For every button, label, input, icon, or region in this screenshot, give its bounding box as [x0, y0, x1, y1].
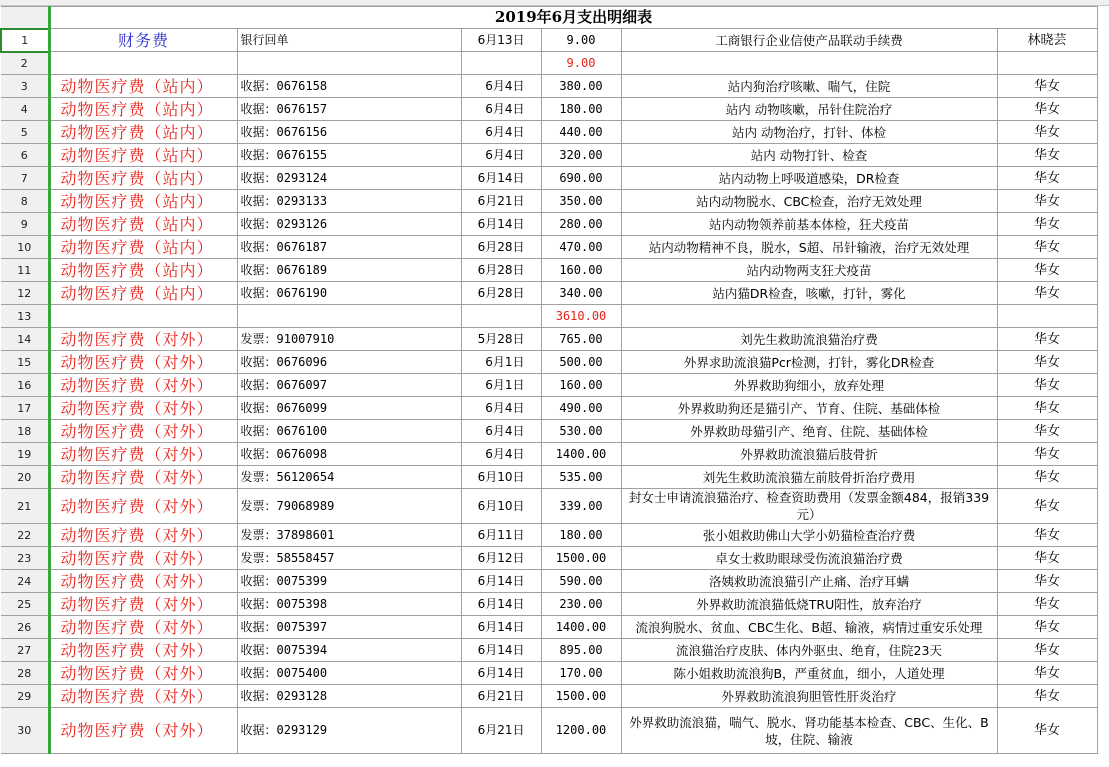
description-cell[interactable]: 外界救助母猫引产、绝育、住院、基础体检 [621, 420, 997, 443]
category-cell[interactable]: 动物医疗费（对外） [49, 328, 237, 351]
description-cell[interactable]: 站内动物领养前基本体检，狂犬疫苗 [621, 213, 997, 236]
description-cell[interactable]: 站内动物两支狂犬疫苗 [621, 259, 997, 282]
amount-cell[interactable]: 170.00 [541, 662, 621, 685]
handler-cell[interactable]: 华女 [997, 236, 1097, 259]
handler-cell[interactable]: 华女 [997, 662, 1097, 685]
date-cell[interactable]: 6月28日 [461, 236, 541, 259]
description-cell[interactable]: 站内 动物打针、检查 [621, 144, 997, 167]
row-number[interactable]: 9 [1, 213, 49, 236]
handler-cell[interactable]: 华女 [997, 639, 1097, 662]
handler-cell[interactable]: 华女 [997, 121, 1097, 144]
table-row [1, 593, 1097, 616]
receipt-cell[interactable]: 收据：0293129 [237, 708, 461, 754]
row-number[interactable]: 10 [1, 236, 49, 259]
row-number[interactable]: 6 [1, 144, 49, 167]
date-cell[interactable]: 6月13日 [461, 29, 541, 52]
row-number[interactable]: 23 [1, 547, 49, 570]
amount-cell[interactable]: 280.00 [541, 213, 621, 236]
handler-cell[interactable]: 林晓芸 [997, 29, 1097, 52]
category-cell[interactable]: 动物医疗费（对外） [49, 708, 237, 754]
receipt-cell[interactable]: 收据：0676097 [237, 374, 461, 397]
amount-cell[interactable]: 230.00 [541, 593, 621, 616]
row-number[interactable]: 30 [1, 708, 49, 754]
category-cell[interactable]: 动物医疗费（对外） [49, 547, 237, 570]
date-cell[interactable]: 6月12日 [461, 547, 541, 570]
description-cell[interactable]: 站内猫DR检查，咳嗽，打针，雾化 [621, 282, 997, 305]
category-cell[interactable]: 动物医疗费（对外） [49, 489, 237, 524]
table-row [1, 98, 1097, 121]
description-cell[interactable]: 站内 动物咳嗽，吊针住院治疗 [621, 98, 997, 121]
handler-cell[interactable] [997, 52, 1097, 75]
category-cell[interactable]: 动物医疗费（对外） [49, 570, 237, 593]
category-cell[interactable]: 动物医疗费（对外） [49, 685, 237, 708]
category-cell[interactable]: 动物医疗费（站内） [49, 282, 237, 305]
row-number[interactable]: 16 [1, 374, 49, 397]
handler-cell[interactable]: 华女 [997, 524, 1097, 547]
date-cell[interactable] [461, 52, 541, 75]
amount-cell[interactable]: 895.00 [541, 639, 621, 662]
description-cell[interactable]: 流浪猫治疗皮肤、体内外驱虫、绝育，住院23天 [621, 639, 997, 662]
row-number[interactable]: 4 [1, 98, 49, 121]
date-cell[interactable]: 6月14日 [461, 662, 541, 685]
description-cell[interactable]: 外界救助流浪猫后肢骨折 [621, 443, 997, 466]
amount-cell[interactable]: 1500.00 [541, 547, 621, 570]
description-cell[interactable]: 张小姐救助佛山大学小奶猫检查治疗费 [621, 524, 997, 547]
category-cell[interactable]: 动物医疗费（对外） [49, 639, 237, 662]
date-cell[interactable]: 6月14日 [461, 639, 541, 662]
amount-cell[interactable]: 470.00 [541, 236, 621, 259]
row-number[interactable]: 7 [1, 167, 49, 190]
date-cell[interactable]: 5月28日 [461, 328, 541, 351]
handler-cell[interactable]: 华女 [997, 144, 1097, 167]
receipt-cell[interactable] [237, 305, 461, 328]
date-cell[interactable]: 6月4日 [461, 443, 541, 466]
receipt-cell[interactable]: 收据：0676158 [237, 75, 461, 98]
description-cell[interactable]: 外界求助流浪猫Pcr检测，打针，雾化DR检查 [621, 351, 997, 374]
amount-cell[interactable]: 1400.00 [541, 616, 621, 639]
date-cell[interactable]: 6月14日 [461, 570, 541, 593]
receipt-cell[interactable]: 收据：0676100 [237, 420, 461, 443]
receipt-cell[interactable]: 收据：0075400 [237, 662, 461, 685]
table-row [1, 328, 1097, 351]
date-cell[interactable]: 6月10日 [461, 466, 541, 489]
handler-cell[interactable]: 华女 [997, 420, 1097, 443]
subtotal-cell[interactable]: 3610.00 [541, 305, 621, 328]
row-number[interactable]: 15 [1, 351, 49, 374]
date-cell[interactable]: 6月21日 [461, 685, 541, 708]
row-number[interactable]: 25 [1, 593, 49, 616]
date-cell[interactable]: 6月4日 [461, 75, 541, 98]
description-cell[interactable]: 站内 动物治疗，打针、体检 [621, 121, 997, 144]
amount-cell[interactable]: 690.00 [541, 167, 621, 190]
table-row [1, 167, 1097, 190]
receipt-cell[interactable]: 收据：0676189 [237, 259, 461, 282]
category-cell[interactable]: 动物医疗费（站内） [49, 259, 237, 282]
table-row [1, 524, 1097, 547]
receipt-cell[interactable]: 收据：0293133 [237, 190, 461, 213]
amount-cell[interactable]: 9.00 [541, 29, 621, 52]
category-cell[interactable]: 动物医疗费（对外） [49, 593, 237, 616]
receipt-cell[interactable]: 收据：0676098 [237, 443, 461, 466]
amount-cell[interactable]: 1500.00 [541, 685, 621, 708]
category-cell[interactable] [49, 52, 237, 75]
row-number[interactable]: 24 [1, 570, 49, 593]
table-row [1, 616, 1097, 639]
description-cell[interactable]: 外界救助流浪猫低烧TRU阳性，放弃治疗 [621, 593, 997, 616]
date-cell[interactable]: 6月14日 [461, 616, 541, 639]
amount-cell[interactable]: 180.00 [541, 524, 621, 547]
description-cell[interactable] [621, 52, 997, 75]
description-cell[interactable]: 工商银行企业信使产品联动手续费 [621, 29, 997, 52]
expense-sheet [0, 6, 1098, 754]
row-number[interactable]: 20 [1, 466, 49, 489]
handler-cell[interactable]: 华女 [997, 98, 1097, 121]
category-cell[interactable]: 动物医疗费（对外） [49, 662, 237, 685]
receipt-cell[interactable]: 银行回单 [237, 29, 461, 52]
handler-cell[interactable]: 华女 [997, 190, 1097, 213]
category-cell[interactable]: 动物医疗费（站内） [49, 167, 237, 190]
receipt-cell[interactable]: 收据：0676187 [237, 236, 461, 259]
receipt-cell[interactable]: 收据：0676096 [237, 351, 461, 374]
category-cell[interactable]: 动物医疗费（对外） [49, 351, 237, 374]
description-cell[interactable]: 外界救助流浪狗胆管性肝炎治疗 [621, 685, 997, 708]
sheet-title[interactable]: 2019年6月支出明细表 [49, 7, 1097, 29]
handler-cell[interactable]: 华女 [997, 685, 1097, 708]
description-cell[interactable]: 刘先生救助流浪猫左前肢骨折治疗费用 [621, 466, 997, 489]
table-row [1, 144, 1097, 167]
category-cell[interactable]: 动物医疗费（对外） [49, 397, 237, 420]
category-cell[interactable]: 动物医疗费（站内） [49, 236, 237, 259]
date-cell[interactable]: 6月4日 [461, 420, 541, 443]
date-cell[interactable]: 6月4日 [461, 144, 541, 167]
handler-cell[interactable]: 华女 [997, 167, 1097, 190]
description-cell[interactable]: 外界救助流浪猫，喘气、脱水、肾功能基本检查、CBC、生化、B坡，住院、输液 [621, 708, 997, 754]
row-number[interactable]: 3 [1, 75, 49, 98]
receipt-cell[interactable]: 发票：37898601 [237, 524, 461, 547]
amount-cell[interactable]: 380.00 [541, 75, 621, 98]
table-row [1, 213, 1097, 236]
row-number[interactable]: 19 [1, 443, 49, 466]
handler-cell[interactable] [997, 305, 1097, 328]
row-number[interactable]: 22 [1, 524, 49, 547]
description-cell[interactable]: 卓女士救助眼球受伤流浪猫治疗费 [621, 547, 997, 570]
category-cell[interactable]: 动物医疗费（站内） [49, 190, 237, 213]
table-row [1, 351, 1097, 374]
table-row [1, 708, 1097, 754]
amount-cell[interactable]: 339.00 [541, 489, 621, 524]
date-cell[interactable]: 6月4日 [461, 121, 541, 144]
date-cell[interactable]: 6月10日 [461, 489, 541, 524]
category-cell[interactable]: 动物医疗费（对外） [49, 466, 237, 489]
category-cell[interactable]: 动物医疗费（对外） [49, 616, 237, 639]
sheet-body [1, 7, 1097, 754]
category-cell[interactable]: 动物医疗费（对外） [49, 420, 237, 443]
date-cell[interactable]: 6月14日 [461, 213, 541, 236]
date-cell[interactable]: 6月1日 [461, 374, 541, 397]
description-cell[interactable]: 外界救助狗细小，放弃处理 [621, 374, 997, 397]
table-row [1, 374, 1097, 397]
amount-cell[interactable]: 340.00 [541, 282, 621, 305]
handler-cell[interactable]: 华女 [997, 351, 1097, 374]
table-row [1, 420, 1097, 443]
table-row [1, 662, 1097, 685]
table-row [1, 282, 1097, 305]
receipt-cell[interactable]: 发票：91007910 [237, 328, 461, 351]
row-header-title[interactable] [1, 7, 49, 29]
row-number[interactable]: 21 [1, 489, 49, 524]
table-row [1, 466, 1097, 489]
date-cell[interactable]: 6月28日 [461, 259, 541, 282]
table-row [1, 236, 1097, 259]
category-cell[interactable]: 动物医疗费（对外） [49, 524, 237, 547]
date-cell[interactable]: 6月11日 [461, 524, 541, 547]
table-row [1, 397, 1097, 420]
handler-cell[interactable]: 华女 [997, 489, 1097, 524]
date-cell[interactable]: 6月21日 [461, 708, 541, 754]
amount-cell[interactable]: 180.00 [541, 98, 621, 121]
date-cell[interactable]: 6月1日 [461, 351, 541, 374]
table-row [1, 570, 1097, 593]
amount-cell[interactable]: 440.00 [541, 121, 621, 144]
receipt-cell[interactable]: 收据：0075399 [237, 570, 461, 593]
table-row [1, 639, 1097, 662]
amount-cell[interactable]: 1400.00 [541, 443, 621, 466]
handler-cell[interactable]: 华女 [997, 374, 1097, 397]
amount-cell[interactable]: 765.00 [541, 328, 621, 351]
row-number[interactable]: 5 [1, 121, 49, 144]
receipt-cell[interactable]: 收据：0676155 [237, 144, 461, 167]
row-number[interactable]: 28 [1, 662, 49, 685]
amount-cell[interactable]: 350.00 [541, 190, 621, 213]
table-row [1, 489, 1097, 524]
receipt-cell[interactable]: 收据：0676099 [237, 397, 461, 420]
date-cell[interactable]: 6月28日 [461, 282, 541, 305]
amount-cell[interactable]: 160.00 [541, 259, 621, 282]
handler-cell[interactable]: 华女 [997, 282, 1097, 305]
row-number[interactable]: 27 [1, 639, 49, 662]
row-number[interactable]: 17 [1, 397, 49, 420]
category-cell[interactable]: 动物医疗费（对外） [49, 374, 237, 397]
date-cell[interactable]: 6月21日 [461, 190, 541, 213]
handler-cell[interactable]: 华女 [997, 397, 1097, 420]
category-cell[interactable] [49, 305, 237, 328]
row-number[interactable]: 12 [1, 282, 49, 305]
receipt-cell[interactable]: 收据：0293126 [237, 213, 461, 236]
receipt-cell[interactable]: 收据：0676157 [237, 98, 461, 121]
row-number[interactable]: 1 [1, 29, 49, 52]
date-cell[interactable] [461, 305, 541, 328]
receipt-cell[interactable]: 收据：0676190 [237, 282, 461, 305]
category-cell[interactable]: 动物医疗费（站内） [49, 213, 237, 236]
amount-cell[interactable]: 500.00 [541, 351, 621, 374]
description-cell[interactable]: 流浪狗脱水、贫血、CBC生化、B超、输液，病情过重安乐处理 [621, 616, 997, 639]
category-cell[interactable]: 财务费 [49, 29, 237, 52]
date-cell[interactable]: 6月4日 [461, 397, 541, 420]
table-row [1, 305, 1097, 328]
description-cell[interactable]: 封女士申请流浪猫治疗、检查资助费用（发票金额484，报销339元） [621, 489, 997, 524]
table-row [1, 190, 1097, 213]
table-row [1, 259, 1097, 282]
receipt-cell[interactable]: 收据：0075397 [237, 616, 461, 639]
subtotal-cell[interactable]: 9.00 [541, 52, 621, 75]
table-row [1, 75, 1097, 98]
description-cell[interactable]: 刘先生救助流浪猫治疗费 [621, 328, 997, 351]
handler-cell[interactable]: 华女 [997, 708, 1097, 754]
table-row [1, 685, 1097, 708]
date-cell[interactable]: 6月14日 [461, 167, 541, 190]
handler-cell[interactable]: 华女 [997, 75, 1097, 98]
amount-cell[interactable]: 1200.00 [541, 708, 621, 754]
category-cell[interactable]: 动物医疗费（站内） [49, 75, 237, 98]
handler-cell[interactable]: 华女 [997, 570, 1097, 593]
description-cell[interactable]: 洛姨救助流浪猫引产止痛、治疗耳螨 [621, 570, 997, 593]
description-cell[interactable]: 站内动物上呼吸道感染，DR检查 [621, 167, 997, 190]
handler-cell[interactable]: 华女 [997, 328, 1097, 351]
receipt-cell[interactable]: 收据：0075398 [237, 593, 461, 616]
receipt-cell[interactable]: 发票：79068989 [237, 489, 461, 524]
row-number[interactable]: 14 [1, 328, 49, 351]
handler-cell[interactable]: 华女 [997, 443, 1097, 466]
table-row [1, 52, 1097, 75]
table-row [1, 547, 1097, 570]
amount-cell[interactable]: 490.00 [541, 397, 621, 420]
table-row [1, 29, 1097, 52]
amount-cell[interactable]: 530.00 [541, 420, 621, 443]
receipt-cell[interactable]: 收据：0293124 [237, 167, 461, 190]
handler-cell[interactable]: 华女 [997, 547, 1097, 570]
row-number[interactable]: 8 [1, 190, 49, 213]
receipt-cell[interactable]: 发票：56120654 [237, 466, 461, 489]
category-cell[interactable]: 动物医疗费（站内） [49, 98, 237, 121]
row-number[interactable]: 18 [1, 420, 49, 443]
handler-cell[interactable]: 华女 [997, 593, 1097, 616]
description-cell[interactable] [621, 305, 997, 328]
date-cell[interactable]: 6月14日 [461, 593, 541, 616]
description-cell[interactable]: 外界救助狗还是猫引产、节育、住院、基础体检 [621, 397, 997, 420]
date-cell[interactable]: 6月4日 [461, 98, 541, 121]
description-cell[interactable]: 陈小姐救助流浪狗B，严重贫血，细小，人道处理 [621, 662, 997, 685]
handler-cell[interactable]: 华女 [997, 616, 1097, 639]
handler-cell[interactable]: 华女 [997, 213, 1097, 236]
row-number[interactable]: 13 [1, 305, 49, 328]
receipt-cell[interactable] [237, 52, 461, 75]
category-cell[interactable]: 动物医疗费（站内） [49, 144, 237, 167]
amount-cell[interactable]: 160.00 [541, 374, 621, 397]
amount-cell[interactable]: 320.00 [541, 144, 621, 167]
row-number[interactable]: 2 [1, 52, 49, 75]
receipt-cell[interactable]: 收据：0676156 [237, 121, 461, 144]
description-cell[interactable]: 站内动物精神不良，脱水，S超、吊针输液，治疗无效处理 [621, 236, 997, 259]
row-number[interactable]: 26 [1, 616, 49, 639]
receipt-cell[interactable]: 收据：0293128 [237, 685, 461, 708]
handler-cell[interactable]: 华女 [997, 259, 1097, 282]
amount-cell[interactable]: 535.00 [541, 466, 621, 489]
table-row [1, 443, 1097, 466]
description-cell[interactable]: 站内狗治疗咳嗽、喘气，住院 [621, 75, 997, 98]
category-cell[interactable]: 动物医疗费（站内） [49, 121, 237, 144]
category-cell[interactable]: 动物医疗费（对外） [49, 443, 237, 466]
handler-cell[interactable]: 华女 [997, 466, 1097, 489]
receipt-cell[interactable]: 发票：58558457 [237, 547, 461, 570]
row-number[interactable]: 29 [1, 685, 49, 708]
table-row [1, 121, 1097, 144]
receipt-cell[interactable]: 收据：0075394 [237, 639, 461, 662]
description-cell[interactable]: 站内动物脱水、CBC检查，治疗无效处理 [621, 190, 997, 213]
amount-cell[interactable]: 590.00 [541, 570, 621, 593]
row-number[interactable]: 11 [1, 259, 49, 282]
